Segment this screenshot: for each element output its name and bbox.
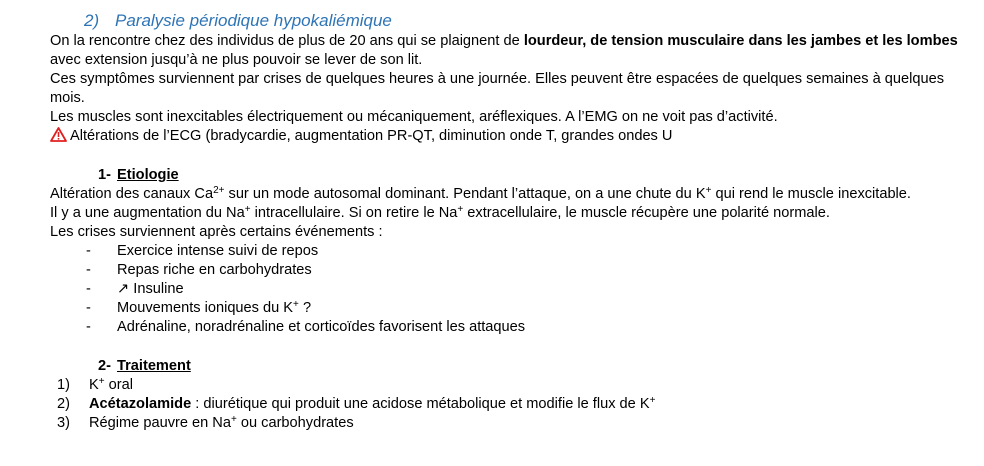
item-number: 3) — [57, 415, 70, 431]
list-item-text: ou carbohydrates — [236, 415, 354, 431]
intro-text-end: avec extension jusqu’à ne plus pouvoir se lever de son lit. — [50, 52, 423, 68]
etio-text: sur un mode autosomal dominant. Pendant l’attaque, on a une chute du K — [224, 186, 706, 202]
list-item — [50, 299, 960, 318]
etiologie-heading — [98, 166, 960, 185]
etiologie-paragraph-3: Les crises surviennent après certains événements : — [50, 224, 383, 240]
etio-text: intracellulaire. Si on retire le Na — [250, 205, 458, 221]
item-number: 2) — [57, 396, 70, 412]
treatment-list — [50, 376, 960, 433]
etio-sup: 2+ — [213, 185, 225, 196]
list-item-text: Repas riche en carbohydrates — [117, 262, 312, 278]
etiologie-paragraph-1 — [50, 185, 960, 204]
dash-bullet: - — [86, 319, 91, 335]
section-number: 2) — [84, 11, 100, 30]
ecg-text: Altérations de l’ECG (bradycardie, augmentation PR-QT, diminution onde T, grandes ondes U — [70, 128, 673, 144]
etiologie-number: 1- — [98, 167, 111, 183]
list-item — [50, 280, 960, 299]
intro-paragraph-4 — [50, 127, 960, 146]
list-item-text: oral — [104, 377, 133, 393]
section-title-text: Paralysie périodique hypokaliémique — [115, 11, 392, 30]
intro-bold-symptoms: lourdeur, de tension musculaire dans les jambes et les lombes — [523, 33, 958, 49]
etiologie-paragraph-2 — [50, 204, 960, 223]
list-item-sup: + — [649, 395, 656, 406]
list-item-text: ? — [298, 300, 312, 316]
item-number: 1) — [57, 377, 70, 393]
list-item-text: Mouvements ioniques du K — [117, 300, 294, 316]
list-item-text: Adrénaline, noradrénaline et corticoïdes favorisent les attaques — [117, 319, 526, 335]
traitement-heading — [98, 357, 960, 376]
list-item-text: : diurétique qui produit une acidose métabolique et modifie le flux de K — [191, 396, 650, 412]
list-item-sup: + — [98, 376, 105, 387]
list-item — [50, 395, 960, 414]
drug-name: Acétazolamide — [89, 396, 192, 412]
intro-text: On la rencontre chez des individus de plus de 20 ans qui se plaignent de — [50, 33, 524, 49]
list-item-text: Exercice intense suivi de repos — [117, 243, 319, 259]
etio-text: qui rend le muscle inexcitable. — [711, 186, 911, 202]
intro-paragraph-2: Ces symptômes surviennent par crises de quelques heures à une journée. Elles peuvent être espacées de quelques semaines à quelques mois. — [50, 71, 945, 106]
intro-paragraph-1 — [50, 32, 960, 70]
etio-sup: + — [457, 204, 464, 215]
warning-triangle-icon — [50, 127, 67, 142]
list-item-text: ↗ Insuline — [117, 281, 184, 297]
dash-bullet: - — [86, 300, 91, 316]
dash-bullet: - — [86, 281, 91, 297]
list-item-text: Régime pauvre en Na — [89, 415, 231, 431]
traitement-number: 2- — [98, 358, 111, 374]
list-item-text: K — [89, 377, 99, 393]
etio-text: Altération des canaux Ca — [50, 186, 214, 202]
dash-bullet: - — [86, 262, 91, 278]
etio-text: Il y a une augmentation du Na — [50, 205, 245, 221]
section-title — [84, 10, 960, 31]
list-item — [50, 242, 960, 261]
document-page — [50, 10, 960, 433]
etio-sup: + — [705, 185, 712, 196]
etio-sup: + — [244, 204, 251, 215]
list-item — [50, 318, 960, 337]
list-item — [50, 376, 960, 395]
intro-paragraph-3: Les muscles sont inexcitables électriquement ou mécaniquement, aréflexiques. A l’EMG on ne voit pas d’activité. — [50, 109, 778, 125]
list-item — [50, 261, 960, 280]
dash-bullet: - — [86, 243, 91, 259]
list-item-sup: + — [293, 299, 299, 310]
etio-text: extracellulaire, le muscle récupère une polarité normale. — [463, 205, 830, 221]
etiologie-title: Etiologie — [117, 167, 179, 183]
list-item-sup: + — [230, 414, 237, 425]
trigger-list — [50, 242, 960, 337]
traitement-title: Traitement — [117, 358, 191, 374]
list-item — [50, 414, 960, 433]
